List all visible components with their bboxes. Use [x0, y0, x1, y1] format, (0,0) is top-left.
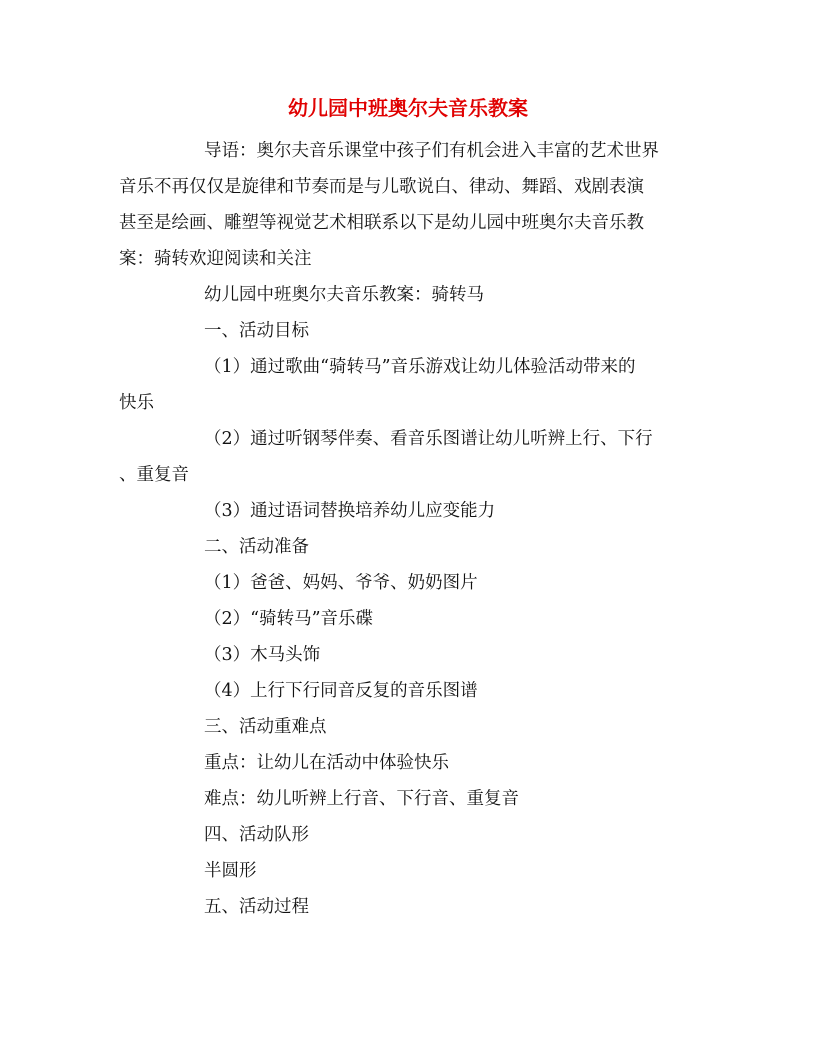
formation-text: 半圆形 — [204, 861, 257, 881]
lesson-subtitle: 幼儿园中班奥尔夫音乐教案：骑转马 — [204, 285, 484, 305]
intro-line-4: 案：骑转欢迎阅读和关注 — [119, 249, 312, 269]
goal-item-2-continued: 、重复音 — [119, 465, 189, 485]
goal-item-2: （2）通过听钢琴伴奏、看音乐图谱让幼儿听辨上行、下行 — [204, 429, 653, 449]
section-heading-goals: 一、活动目标 — [204, 321, 309, 341]
section-heading-formation: 四、活动队形 — [204, 825, 309, 845]
intro-line-3: 甚至是绘画、雕塑等视觉艺术相联系以下是幼儿园中班奥尔夫音乐教 — [119, 213, 644, 233]
intro-line-2: 音乐不再仅仅是旋律和节奏而是与儿歌说白、律动、舞蹈、戏剧表演 — [119, 177, 644, 197]
section-heading-key-points: 三、活动重难点 — [204, 717, 327, 737]
preparation-item-3: （3）木马头饰 — [204, 645, 321, 665]
goal-item-3: （3）通过语词替换培养幼儿应变能力 — [204, 501, 496, 521]
intro-line-1: 导语：奥尔夫音乐课堂中孩子们有机会进入丰富的艺术世界 — [204, 141, 659, 161]
section-heading-process: 五、活动过程 — [204, 897, 309, 917]
goal-item-1: （1）通过歌曲“骑转马”音乐游戏让幼儿体验活动带来的 — [204, 357, 636, 377]
key-point: 重点：让幼儿在活动中体验快乐 — [204, 753, 449, 773]
goal-item-1-continued: 快乐 — [119, 393, 154, 413]
preparation-item-1: （1）爸爸、妈妈、爷爷、奶奶图片 — [204, 573, 478, 593]
difficult-point: 难点：幼儿听辨上行音、下行音、重复音 — [204, 789, 519, 809]
section-heading-preparation: 二、活动准备 — [204, 537, 309, 557]
preparation-item-4: （4）上行下行同音反复的音乐图谱 — [204, 681, 478, 701]
preparation-item-2: （2）“骑转马”音乐碟 — [204, 609, 374, 629]
document-title: 幼儿园中班奥尔夫音乐教案 — [288, 96, 528, 120]
